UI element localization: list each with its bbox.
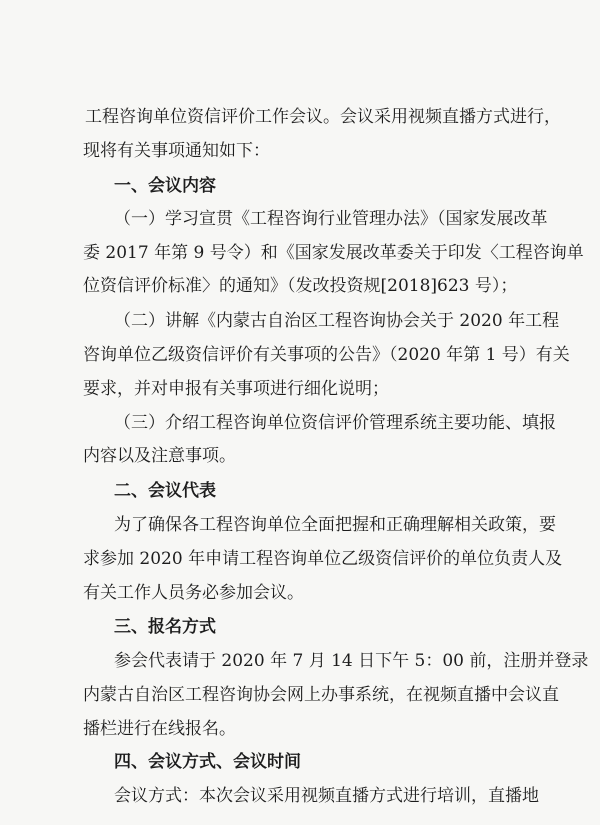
body-line: （一）学习宣贯《工程咨询行业管理办法》（国家发展改革 bbox=[114, 209, 548, 229]
body-line: 工程咨询单位资信评价工作会议。会议采用视频直播方式进行， bbox=[85, 107, 561, 127]
body-line: 求参加 2020 年申请工程咨询单位乙级资信评价的单位负责人及 bbox=[83, 549, 563, 569]
body-line: 位资信评价标准〉的通知》（发改投资规[2018]623 号）； bbox=[83, 276, 518, 296]
body-line: 内蒙古自治区工程咨询协会网上办事系统，在视频直播中会议直 bbox=[83, 685, 559, 705]
body-line: 要求，并对申报有关事项进行细化说明； bbox=[83, 379, 389, 399]
section-heading: 一、会议内容 bbox=[114, 176, 216, 196]
body-line: （二）讲解《内蒙古自治区工程咨询协会关于 2020 年工程 bbox=[114, 311, 560, 331]
body-line: 参会代表请于 2020 年 7 月 14 日下午 5：00 前，注册并登录 bbox=[114, 651, 589, 671]
body-line: 播栏进行在线报名。 bbox=[83, 719, 236, 739]
body-line: 现将有关事项通知如下： bbox=[83, 141, 270, 161]
section-heading: 二、会议代表 bbox=[114, 481, 216, 501]
body-line: 内容以及注意事项。 bbox=[83, 446, 236, 466]
body-line: 为了确保各工程咨询单位全面把握和正确理解相关政策，要 bbox=[114, 515, 556, 535]
body-line: （三）介绍工程咨询单位资信评价管理系统主要功能、填报 bbox=[114, 413, 556, 433]
body-line: 有关工作人员务必参加会议。 bbox=[83, 583, 304, 603]
body-line: 委 2017 年第 9 号令）和《国家发展改革委关于印发〈工程咨询单 bbox=[83, 243, 584, 263]
section-heading: 三、报名方式 bbox=[114, 617, 216, 637]
section-heading: 四、会议方式、会议时间 bbox=[114, 752, 301, 772]
body-line: 会议方式：本次会议采用视频直播方式进行培训，直播地 bbox=[114, 786, 539, 806]
body-line: 咨询单位乙级资信评价有关事项的公告》（2020 年第 1 号）有关 bbox=[83, 345, 570, 365]
